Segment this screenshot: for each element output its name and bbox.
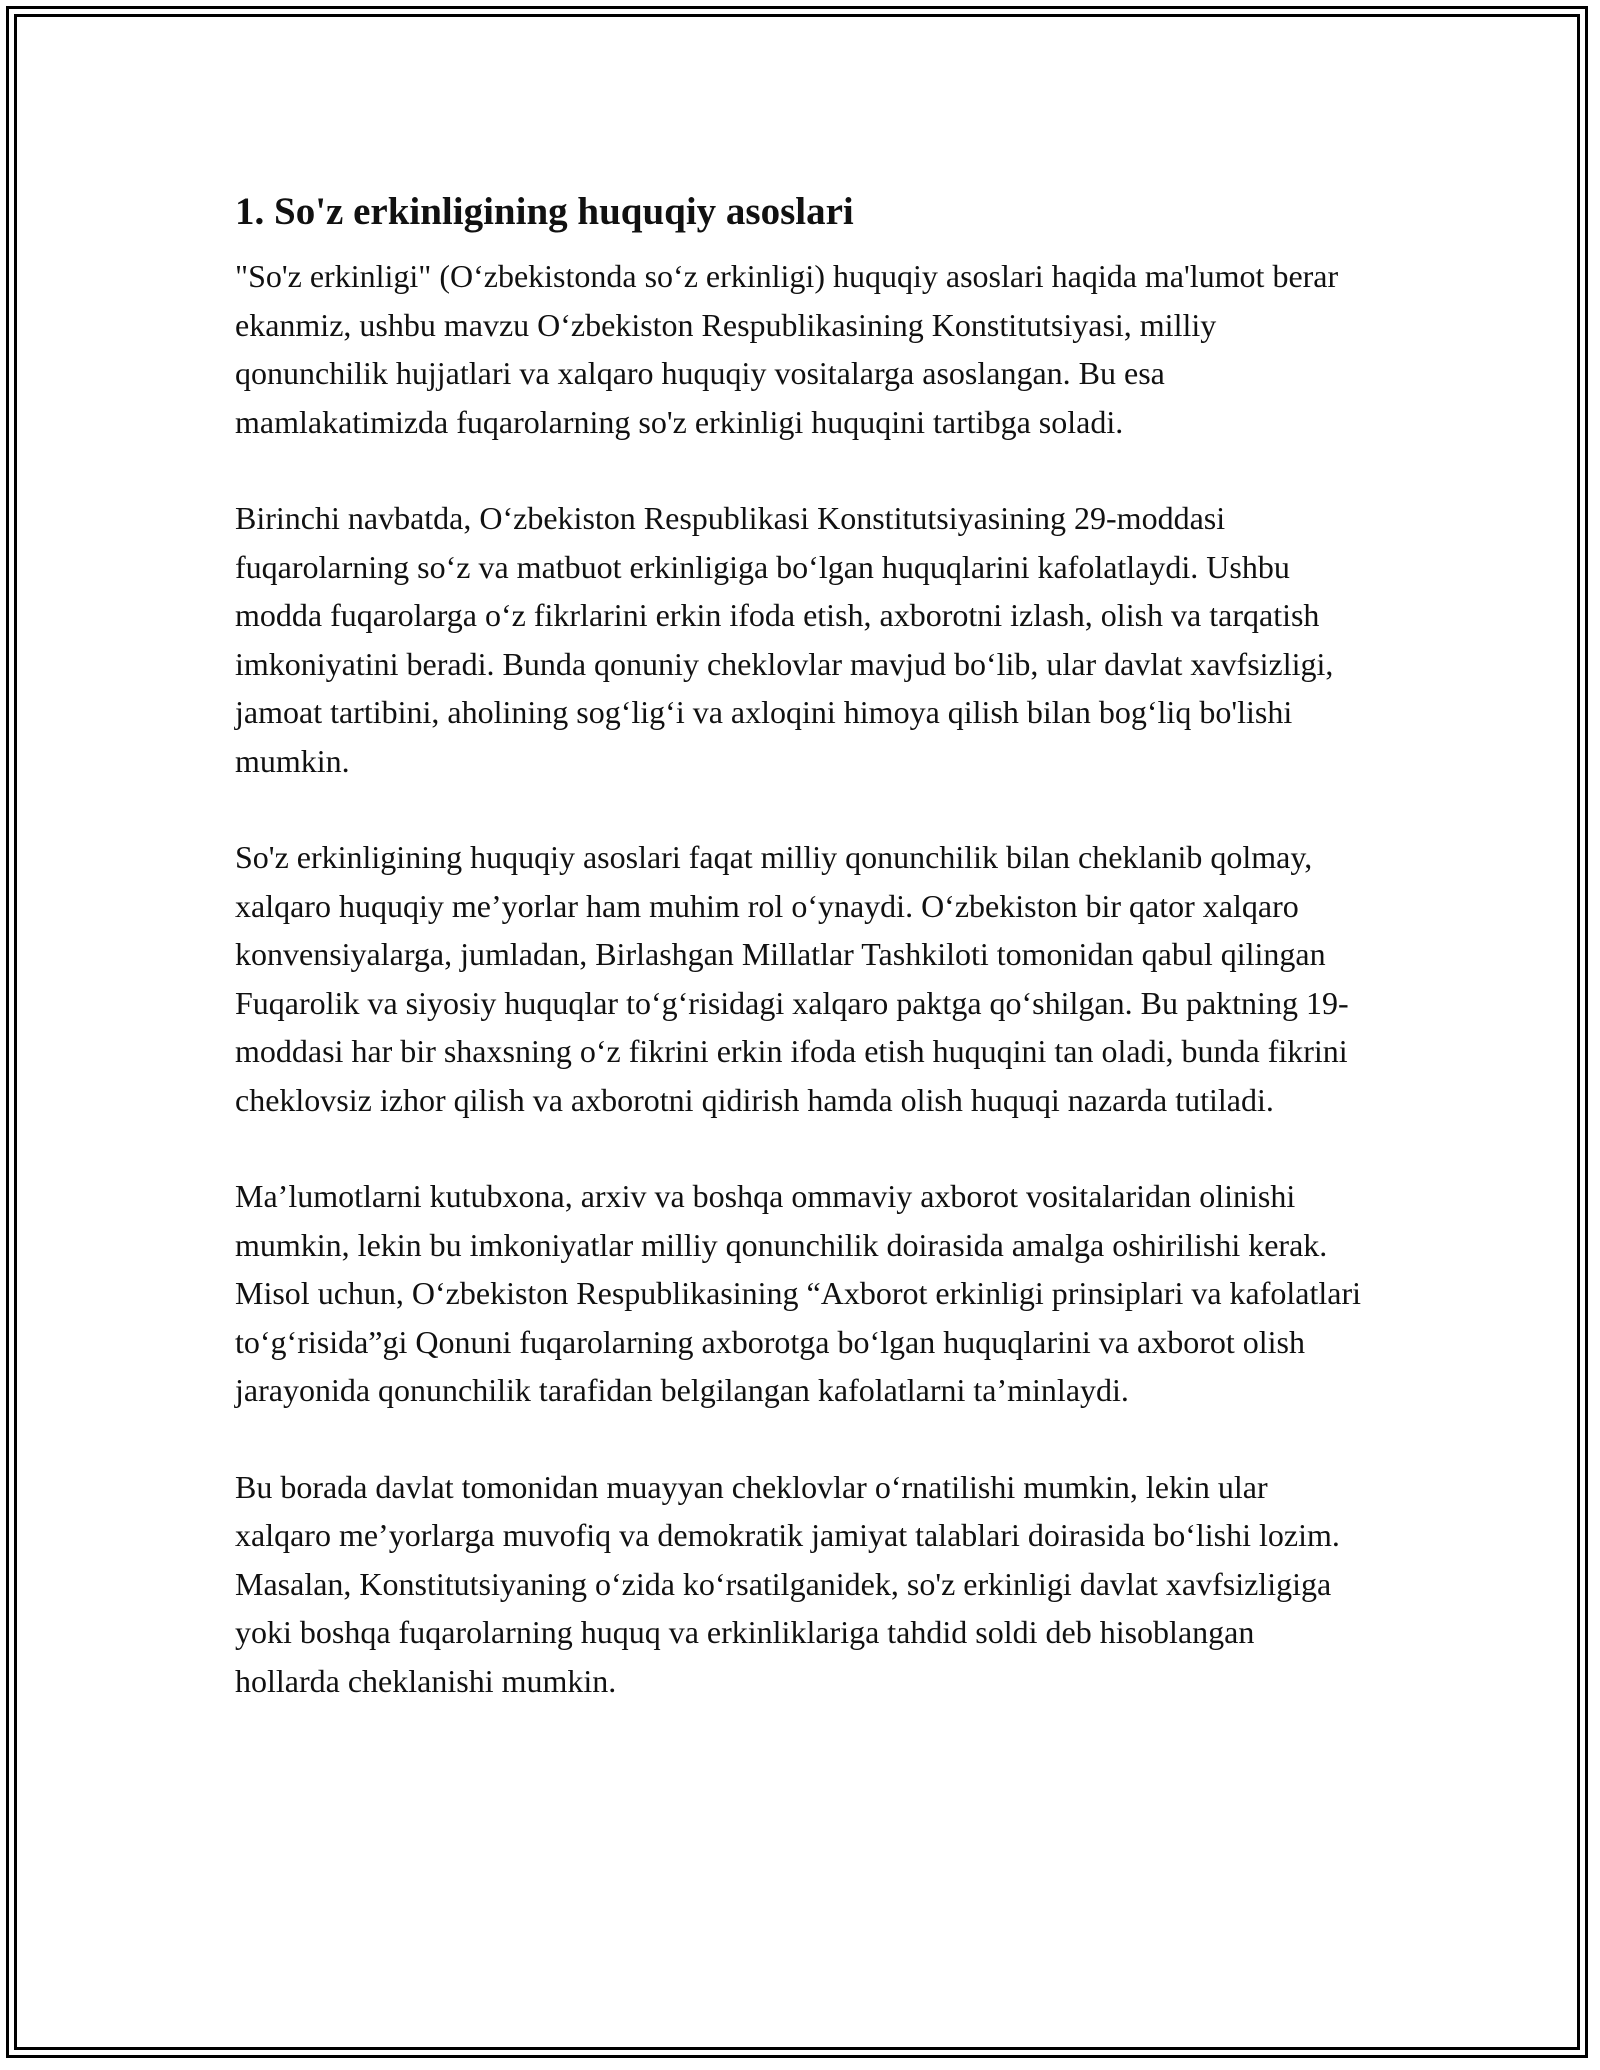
paragraph-intro: "So'z erkinligi" (O‘zbekistonda so‘z erkinligi) huquqiy asoslari haqida ma'lumot berar ekanmiz, ushbu mavzu O‘zbekiston Respublikasining Konstitutsiyasi, milliy qonunchilik hujjatlari va xalqaro huquqiy vositalarga asoslangan. Bu esa mamlakatimizda fuqarolarning so'z erkinligi huquqini tartibga soladi. <box>235 258 1339 440</box>
document-body <box>235 180 1365 1753</box>
section-heading: 1. So'z erkinligining huquqiy asoslari <box>235 190 854 233</box>
paragraph-constitution: Birinchi navbatda, O‘zbekiston Respublikasi Konstitutsiyasining 29-moddasi fuqarolarning so‘z va matbuot erkinligiga bo‘lgan huquqlarini kafolatlaydi. Ushbu modda fuqarolarga o‘z fikrlarini erkin ifoda etish, axborotni izlash, olish va tarqatish imkoniyatini beradi. Bunda qonuniy cheklovlar mavjud bo‘lib, ular davlat xavfsizligi, jamoat tartibini, aholining sog‘lig‘i va axloqini himoya qilish bilan bog‘liq bo'lishi mumkin. <box>235 500 1334 779</box>
paragraph-information-access: Ma’lumotlarni kutubxona, arxiv va boshqa ommaviy axborot vositalaridan olinishi mumkin, lekin bu imkoniyatlar milliy qonunchilik doirasida amalga oshirilishi kerak. Misol uchun, O‘zbekiston Respublikasining “Axborot erkinligi prinsiplari va kafolatlari to‘g‘risida”gi Qonuni fuqarolarning axborotga bo‘lgan huquqlarini va axborot olish jarayonida qonunchilik tarafidan belgilangan kafolatlarni ta’minlaydi. <box>235 1178 1362 1408</box>
paragraph-international-norms: So'z erkinligining huquqiy asoslari faqat milliy qonunchilik bilan cheklanib qolmay, xalqaro huquqiy me’yorlar ham muhim rol o‘ynaydi. O‘zbekiston bir qator xalqaro konvensiyalarga, jumladan, Birlashgan Millatlar Tashkiloti tomonidan qabul qilingan Fuqarolik va siyosiy huquqlar to‘g‘risidagi xalqaro paktga qo‘shilgan. Bu paktning 19-moddasi har bir shaxsning o‘z fikrini erkin ifoda etish huquqini tan oladi, bunda fikrini cheklovsiz izhor qilish va axborotni qidirish hamda olish huquqi nazarda tutiladi. <box>235 839 1349 1118</box>
paragraph-restrictions: Bu borada davlat tomonidan muayyan cheklovlar o‘rnatilishi mumkin, lekin ular xalqaro me’yorlarga muvofiq va demokratik jamiyat talablari doirasida bo‘lishi lozim. Masalan, Konstitutsiyaning o‘zida ko‘rsatilganidek, so'z erkinligi davlat xavfsizligiga yoki boshqa fuqarolarning huquq va erkinliklariga tahdid soldi deb hisoblangan hollarda cheklanishi mumkin. <box>235 1468 1340 1699</box>
